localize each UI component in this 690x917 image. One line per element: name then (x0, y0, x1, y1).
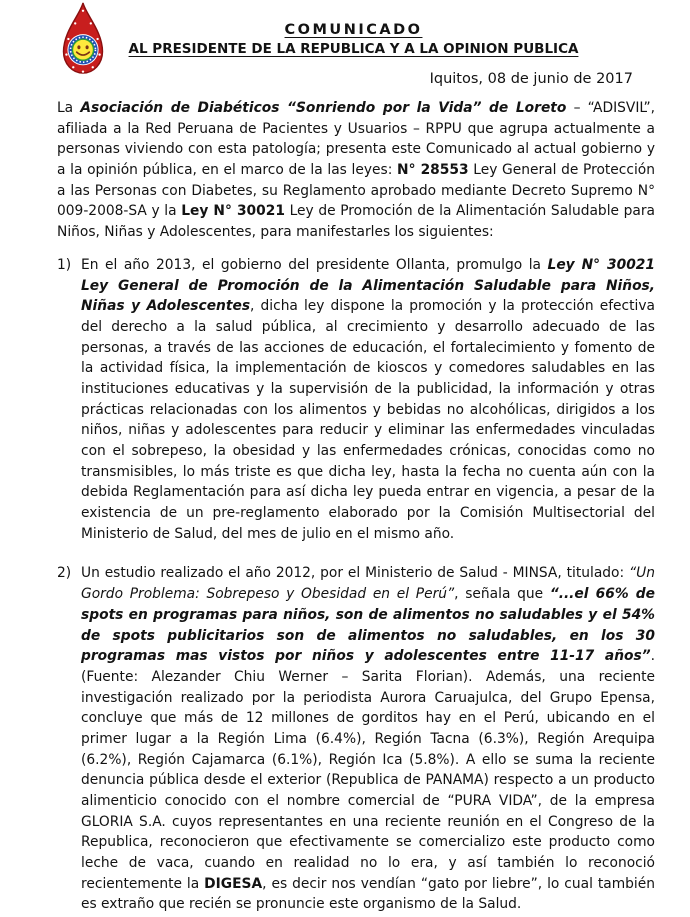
item-number: 1) (57, 256, 72, 273)
text-run: . (Fuente: Alezander Chiu Werner – Sarita Florian). Además, una reciente investigación realizado por la periodista Aurora Caruajulca, del Grupo Epensa, concluye que más de 12 millones de gorditos hay en el Perú, ubicando en el primer lugar a la Región Lima (6.4%), Región Tacna (6.3%), Región Arequipa (6.2%), Región Cajamarca (6.1%), Región Ica (5.8%). A ello se suma la reciente denuncia pública desde el exterior (Republica de PANAMA) respecto a un producto alimenticio conocido con el nombre comercial de “PURA VIDA”, de la empresa GLORIA S.A. cuyos representantes en una reciente reunión en el Congreso de la Republica, reconocieron que efectivamente se comercializo este producto como leche de vaca, cuando en realidad no lo era, y así también lo reconoció recientemente la (81, 648, 655, 892)
blood-drop-icon (59, 2, 107, 76)
numbered-item-2 (57, 563, 655, 915)
text-run: Ley de Promoción de la Alimentación Saludable para Niños, Niñas y Adolescentes, para manifestarles los siguientes: (57, 203, 655, 241)
item-number: 2) (57, 565, 72, 582)
association-name: Asociación de Diabéticos “Sonriendo por la Vida” de Loreto (80, 100, 567, 116)
digesa-mention: DIGESA (204, 875, 263, 892)
text-run: , dicha ley dispone la promoción y la protección efectiva del derecho a la salud pública, al crecimiento y desarrollo adecuado de las personas, a través de las acciones de educación, el fortalecimiento y fomento de la actividad física, la implementación de kioscos y comedores saludables en las instituciones educativas y la supervisión de la publicidad, la información y otras prácticas relacionadas con los alimentos y bebidas no alcohólicas, dirigidos a los niños, niñas y adolescentes para reducir y eliminar las enfermedades vinculadas con el sobrepeso, la obesidad y las enfermedades crónicas, conocidas como no transmisibles, lo más triste es que dicha ley, hasta la fecha no cuenta aún con la debida Reglamentación para así dicha ley pueda entrar en vigencia, a pesar de la existencia de un pre-reglamento elaborado por la Comisión Multisectorial del Ministerio de Salud, del mes de julio en el mismo año. (81, 298, 655, 542)
text-run: , es decir nos vendían “gato por liebre”, lo cual también es extraño que recién se pronuncie este organismo de la Salud. (81, 875, 655, 913)
smiley-face (72, 39, 93, 60)
study-quote: “...el 66% de spots en programas para niños, son de alimentos no saludables y el 54% de spots publicitarios son de alimentos no saludables, en los 30 programas mas vistos por niños y adolescentes entre 11-17 años” (81, 586, 656, 665)
text-run: Un estudio realizado el año 2012, por el Ministerio de Salud - MINSA, titulado: (81, 565, 629, 582)
numbered-item-1 (57, 255, 655, 545)
law-number: N° 28553 (397, 162, 469, 179)
text-run: En el año 2013, el gobierno del presidente Ollanta, promulgo la (81, 256, 548, 273)
law-title: Ley N° 30021 Ley General de Promoción de la Alimentación Saludable para Niños, Niñas y Adolescentes (81, 256, 655, 315)
intro-paragraph (57, 98, 655, 243)
text-run: La (57, 100, 81, 116)
date-line: Iquitos, 08 de junio de 2017 (429, 71, 633, 87)
page-title: COMUNICADO (284, 22, 423, 38)
text-run: Ley General de Protección a las Personas con Diabetes, su Reglamento aprobado mediante Decreto Supremo N° 009-2008-SA y la (57, 162, 655, 220)
adisvil-logo (59, 2, 107, 76)
text-run: , señala que (454, 586, 550, 603)
smiley-left-eye (77, 45, 80, 49)
law-number: Ley N° 30021 (181, 203, 285, 220)
smiley-right-eye (86, 45, 89, 49)
study-title: “Un Gordo Problema: Sobrepeso y Obesidad en el Perú” (81, 565, 655, 603)
text-run: – “ADISVIL”, afiliada a la Red Peruana de Pacientes y Usuarios – RPPU que agrupa actualmente a personas viviendo con esta patología; presenta este Comunicado al actual gobierno y a la opinión pública, en el marco de la las leyes: (57, 100, 655, 179)
page-subtitle: AL PRESIDENTE DE LA REPUBLICA Y A LA OPINION PUBLICA (128, 41, 579, 57)
